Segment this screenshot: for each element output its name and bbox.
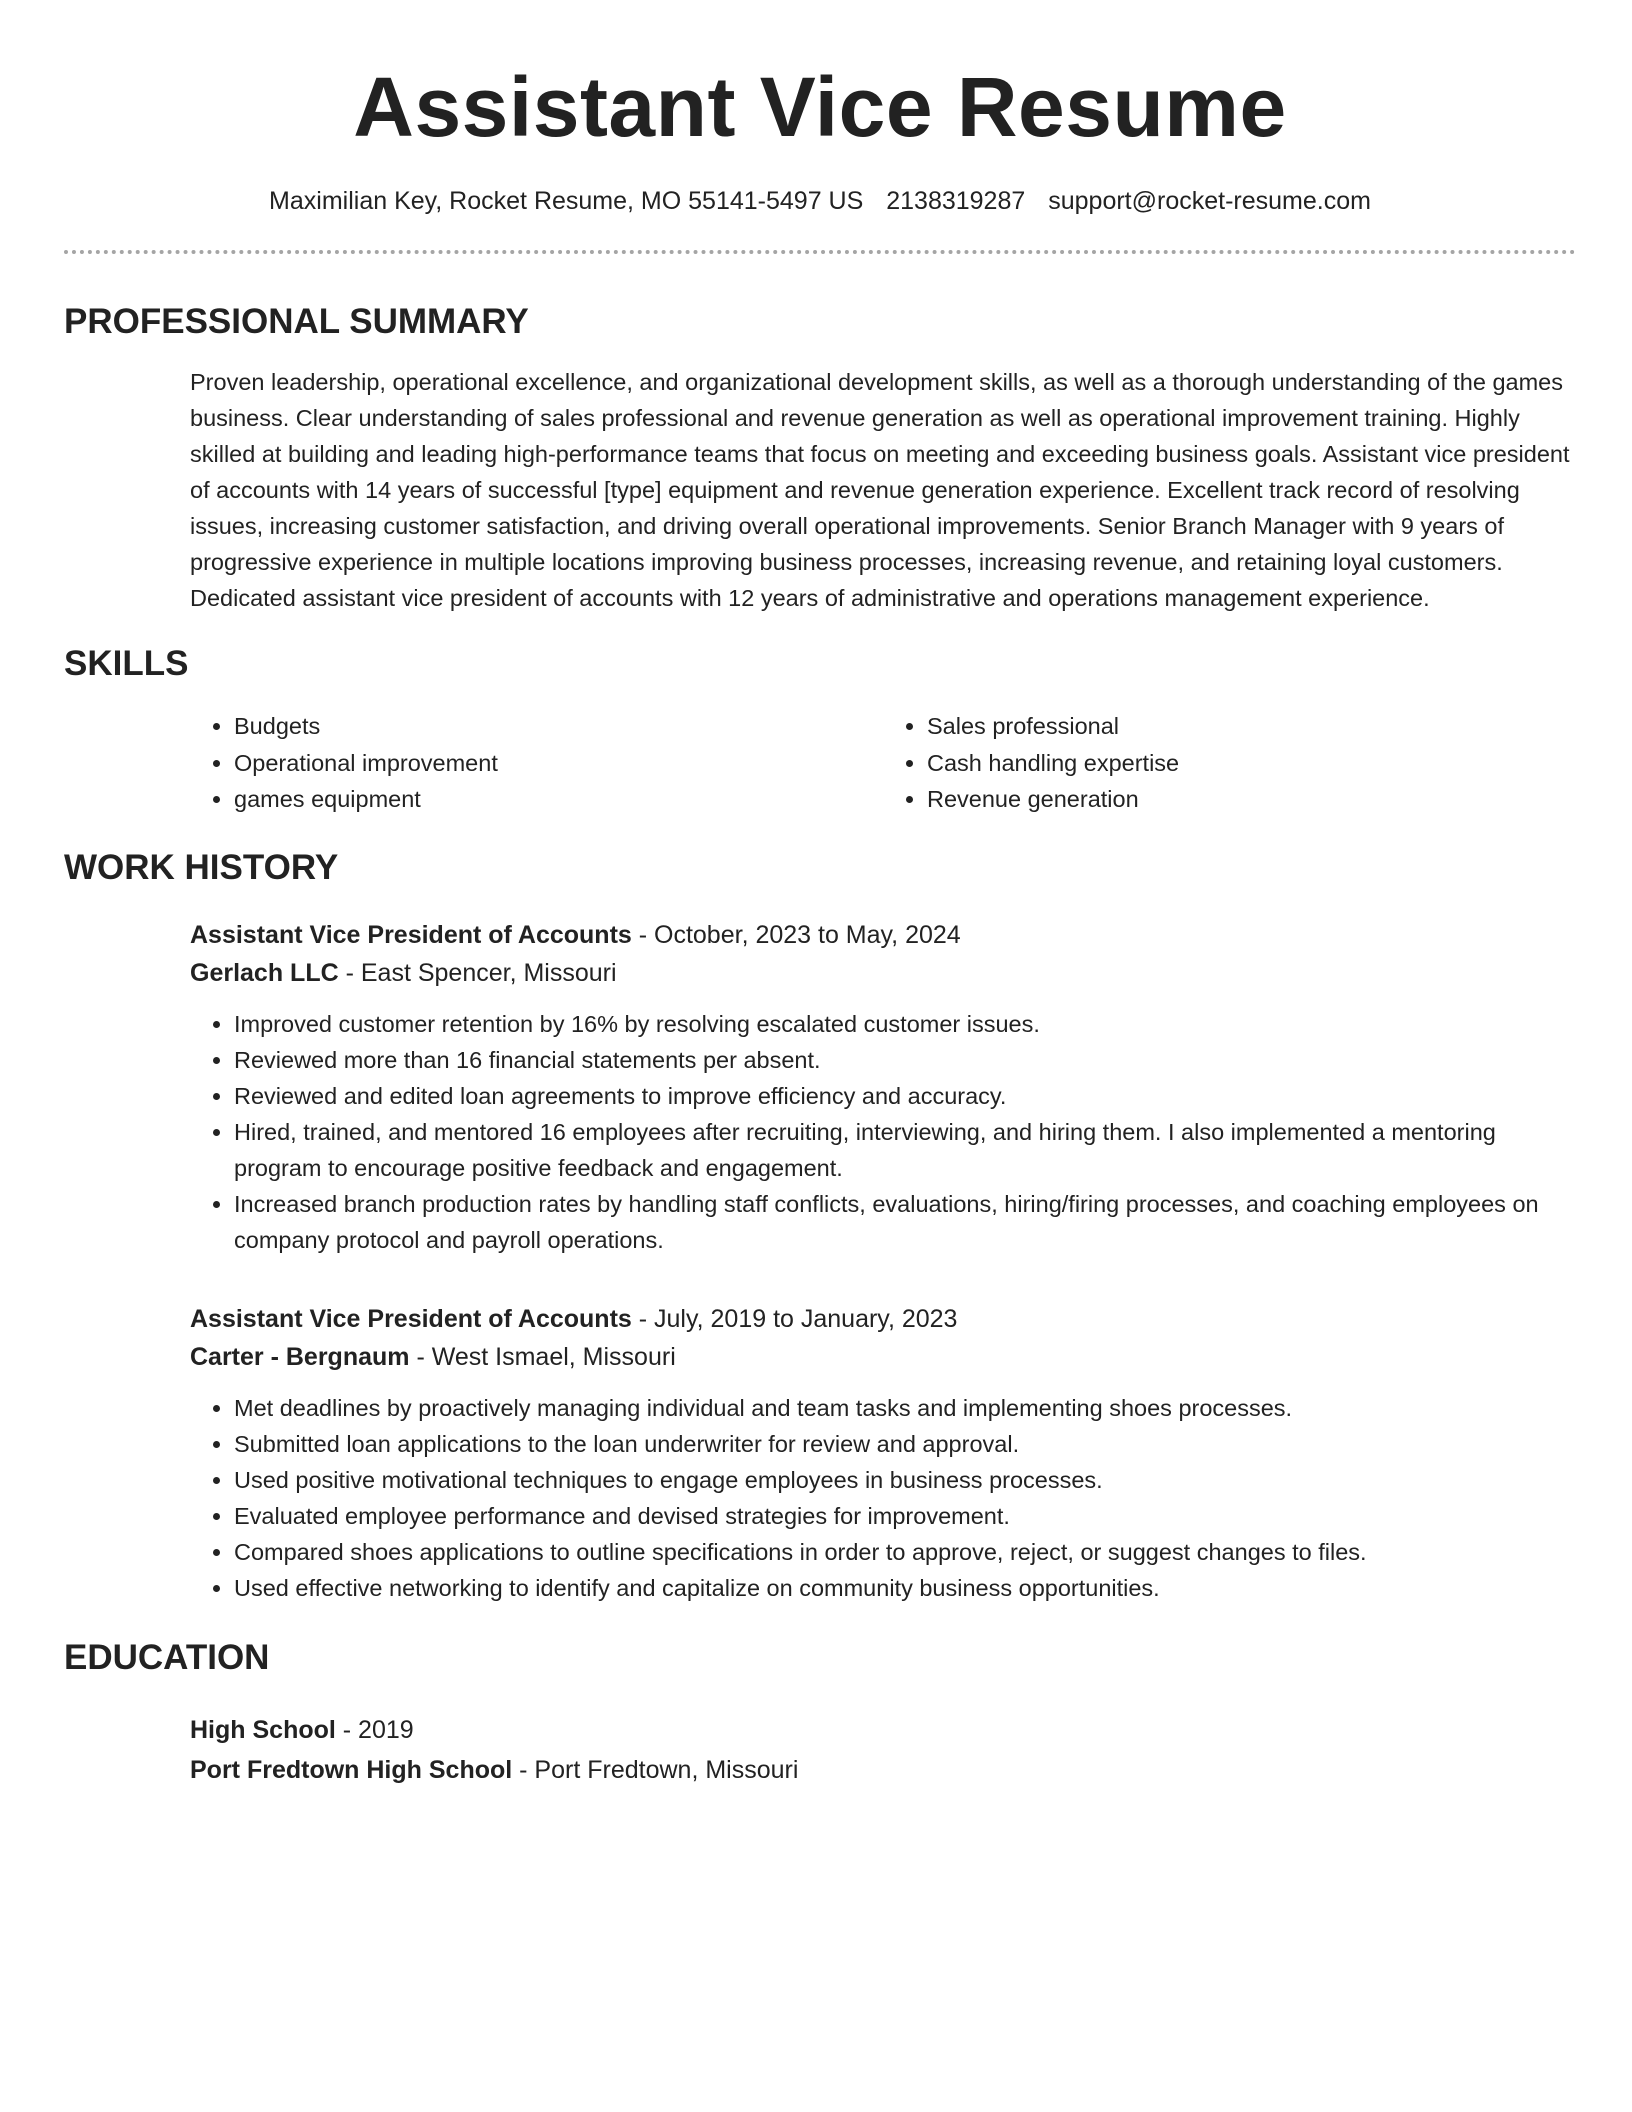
job-company-line xyxy=(190,954,1576,992)
job-title: Assistant Vice President of Accounts xyxy=(190,920,632,949)
job-entry xyxy=(190,916,1576,1258)
job-entry xyxy=(190,1300,1576,1606)
job-dates: - October, 2023 to May, 2024 xyxy=(631,920,961,949)
job-bullet: • Reviewed more than 16 financial statements per absent. xyxy=(234,1042,1576,1078)
skill-item: • games equipment xyxy=(234,781,883,818)
job-bullet: • Improved customer retention by 16% by resolving escalated customer issues. xyxy=(234,1006,1576,1042)
job-bullet: • Evaluated employee performance and devised strategies for improvement. xyxy=(234,1498,1576,1534)
skill-item: • Sales professional xyxy=(927,708,1576,745)
contact-email: support@rocket-resume.com xyxy=(1048,187,1371,215)
job-location: - West Ismael, Missouri xyxy=(409,1342,676,1371)
skills-list xyxy=(190,708,1576,818)
skill-item: • Budgets xyxy=(234,708,883,745)
contact-line xyxy=(64,184,1576,218)
education-degree-line xyxy=(190,1710,1576,1750)
job-company: Gerlach LLC xyxy=(190,958,339,987)
skill-item: • Cash handling expertise xyxy=(927,745,1576,782)
education-heading: EDUCATION xyxy=(64,1637,270,1677)
education-location: - Port Fredtown, Missouri xyxy=(512,1755,799,1784)
contact-address: Maximilian Key, Rocket Resume, MO 55141-5497 US xyxy=(269,187,864,215)
skills-column-left xyxy=(190,708,883,818)
job-bullet: • Used positive motivational techniques to engage employees in business processes. xyxy=(234,1462,1576,1498)
header-divider xyxy=(64,250,1576,254)
job-bullet: • Reviewed and edited loan agreements to improve efficiency and accuracy. xyxy=(234,1078,1576,1114)
education-school: Port Fredtown High School xyxy=(190,1755,513,1784)
resume-page xyxy=(64,0,1576,1790)
job-title-line xyxy=(190,1300,1576,1338)
skills-column-right xyxy=(883,708,1576,818)
job-bullet: • Hired, trained, and mentored 16 employees after recruiting, interviewing, and hiring them. I also implemented a mentoring program to encourage positive feedback and engagement. xyxy=(234,1114,1576,1186)
education-school-line xyxy=(190,1750,1576,1790)
job-location: - East Spencer, Missouri xyxy=(338,958,617,987)
job-company-line xyxy=(190,1338,1576,1376)
skills-heading: SKILLS xyxy=(64,644,189,683)
resume-title: Assistant Vice Resume xyxy=(353,60,1287,154)
job-bullet: • Submitted loan applications to the loan underwriter for review and approval. xyxy=(234,1426,1576,1462)
education-year: - 2019 xyxy=(335,1715,414,1744)
job-bullet: • Met deadlines by proactively managing individual and team tasks and implementing shoes processes. xyxy=(234,1390,1576,1426)
skill-item: • Revenue generation xyxy=(927,781,1576,818)
skill-item: • Operational improvement xyxy=(234,745,883,782)
education-degree: High School xyxy=(190,1715,336,1744)
job-company: Carter - Bergnaum xyxy=(190,1342,410,1371)
contact-phone: 2138319287 xyxy=(886,187,1026,215)
work-history-heading: WORK HISTORY xyxy=(64,847,339,887)
summary-heading: PROFESSIONAL SUMMARY xyxy=(64,302,529,341)
job-title: Assistant Vice President of Accounts xyxy=(190,1304,632,1333)
job-bullets xyxy=(190,1390,1576,1606)
job-bullet: • Increased branch production rates by handling staff conflicts, evaluations, hiring/firing processes, and coaching employees on company protocol and payroll operations. xyxy=(234,1186,1576,1258)
job-bullet: • Compared shoes applications to outline specifications in order to approve, reject, or suggest changes to files. xyxy=(234,1534,1576,1570)
job-title-line xyxy=(190,916,1576,954)
summary-text: Proven leadership, operational excellence, and organizational development skills, as well as a thorough understanding of the games business. Clear understanding of sales professional and revenue generation as well as operational improvement training. Highly skilled at building and leading high-performance teams that focus on meeting and exceeding business goals. Assistant vice president of accounts with 14 years of successful [type] equipment and revenue generation experience. Excellent track record of resolving issues, increasing customer satisfaction, and driving overall operational improvements. Senior Branch Manager with 9 years of progressive experience in multiple locations improving business processes, increasing revenue, and retaining loyal customers. Dedicated assistant vice president of accounts with 12 years of administrative and operations management experience. xyxy=(190,369,1570,611)
education-entry xyxy=(190,1710,1576,1790)
job-bullet: • Used effective networking to identify and capitalize on community business opportunities. xyxy=(234,1570,1576,1606)
job-dates: - July, 2019 to January, 2023 xyxy=(631,1304,958,1333)
job-bullets xyxy=(190,1006,1576,1258)
